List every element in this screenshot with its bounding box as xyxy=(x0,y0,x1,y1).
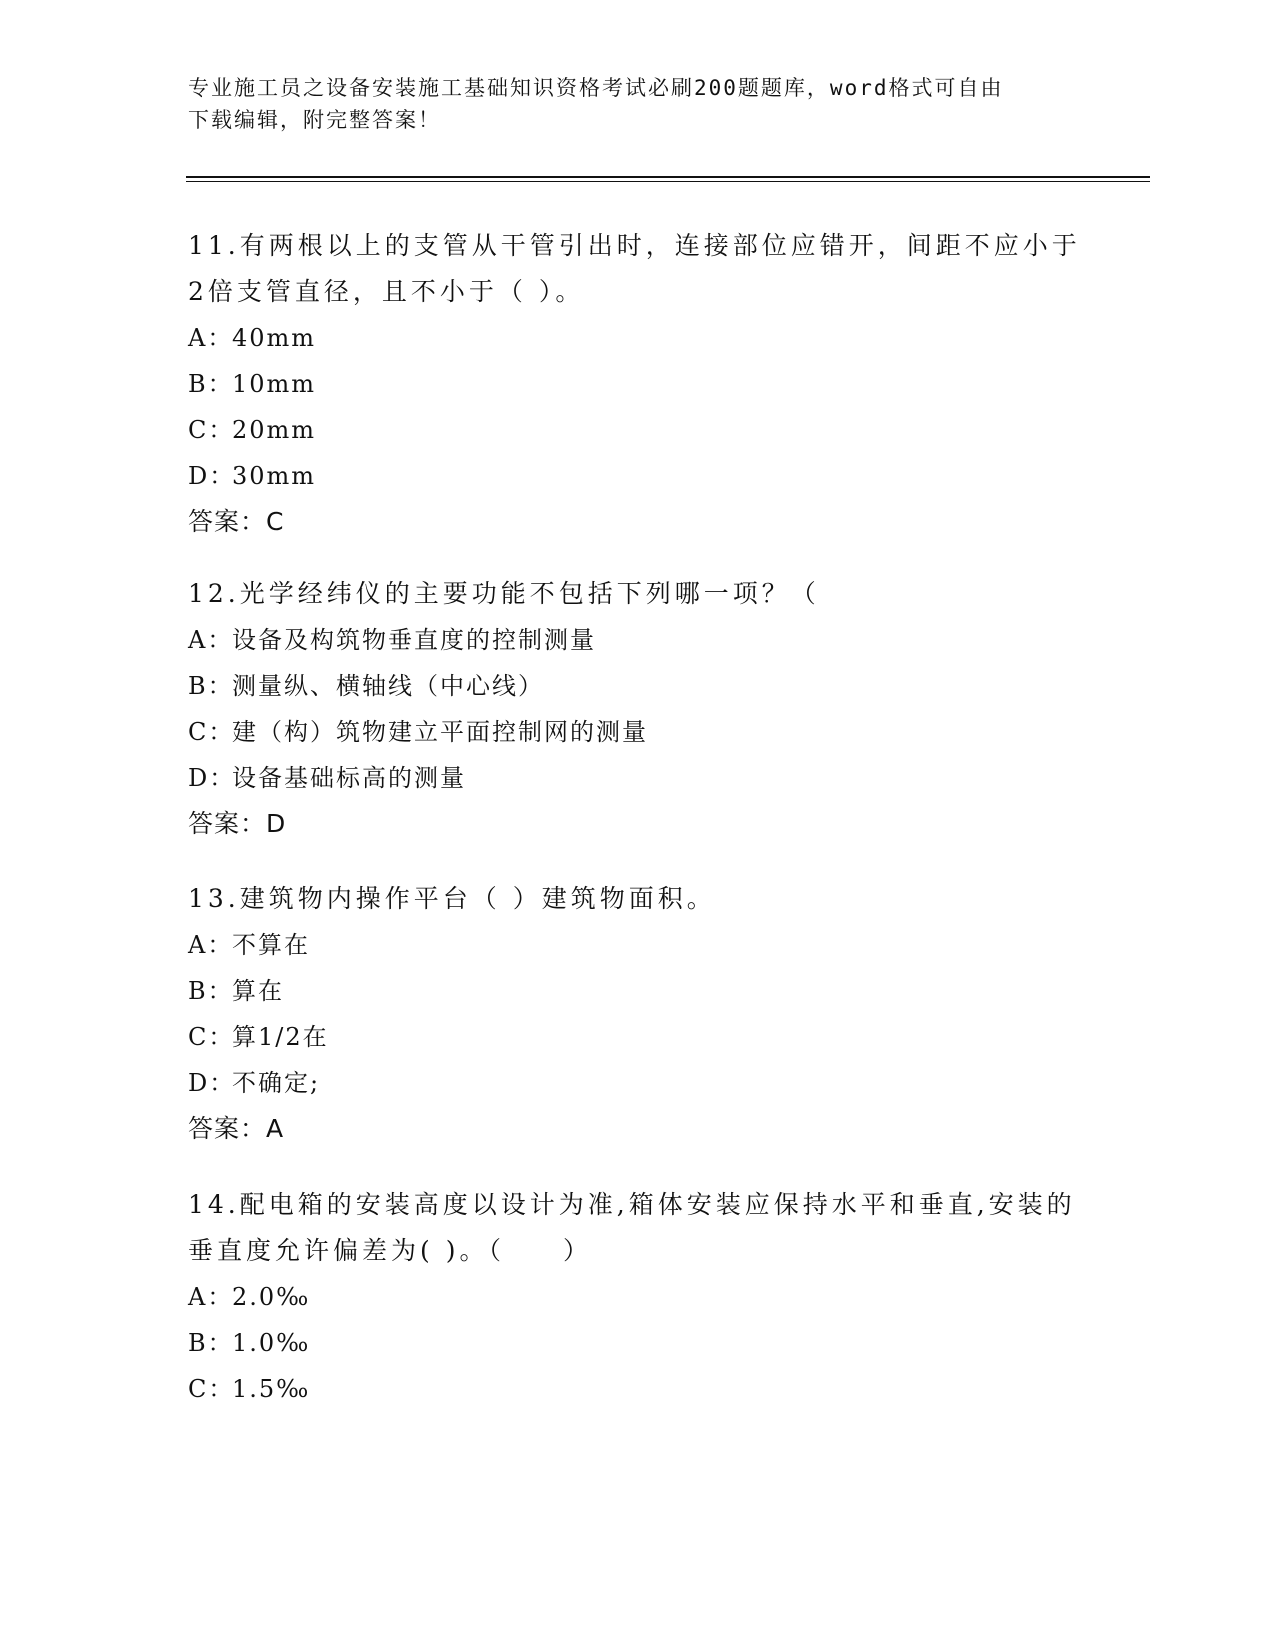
option-key: D： xyxy=(188,462,236,490)
option-text: 设备及构筑物垂直度的控制测量 xyxy=(232,626,596,654)
option-c xyxy=(188,407,1148,453)
option-text: 算1/2在 xyxy=(232,1023,329,1051)
option-c xyxy=(188,1014,1148,1060)
option-text: 设备基础标高的测量 xyxy=(232,764,466,792)
option-key: C： xyxy=(188,1375,235,1403)
answer-line: 答案：C xyxy=(188,507,285,536)
option-d xyxy=(188,755,1148,801)
option-key: A： xyxy=(188,931,234,959)
option-key: A： xyxy=(188,1283,234,1311)
document-header xyxy=(188,72,1088,136)
option-c xyxy=(188,1366,1148,1412)
answer-line: 答案：D xyxy=(188,809,287,838)
option-text: 20mm xyxy=(232,416,317,444)
option-text: 测量纵、横轴线（中心线） xyxy=(232,672,544,700)
option-key: B： xyxy=(188,1329,234,1357)
option-key: D： xyxy=(188,1069,236,1097)
option-b xyxy=(188,663,1148,709)
option-key: C： xyxy=(188,718,235,746)
option-key: B： xyxy=(188,977,234,1005)
question-14 xyxy=(188,1182,1148,1412)
option-b xyxy=(188,1320,1148,1366)
option-key: C： xyxy=(188,416,235,444)
option-b xyxy=(188,361,1148,407)
option-text: 不算在 xyxy=(232,931,310,959)
question-13 xyxy=(188,876,1148,1152)
option-a xyxy=(188,1274,1148,1320)
option-key: C： xyxy=(188,1023,235,1051)
option-text: 1.5‰ xyxy=(232,1375,311,1403)
option-text: 不确定; xyxy=(232,1069,321,1097)
question-text-line: 11.有两根以上的支管从干管引出时，连接部位应错开，间距不应小于 xyxy=(188,231,1081,260)
question-text-line: 14.配电箱的安装高度以设计为准,箱体安装应保持水平和垂直,安装的 xyxy=(188,1190,1076,1219)
option-text: 10mm xyxy=(232,370,317,398)
header-line-1: 专业施工员之设备安装施工基础知识资格考试必刷200题题库，word格式可自由 xyxy=(188,76,1004,100)
option-text: 30mm xyxy=(232,462,317,490)
question-text-line: 2倍支管直径，且不小于（ ）。 xyxy=(188,277,585,306)
option-a xyxy=(188,617,1148,663)
option-key: B： xyxy=(188,370,234,398)
header-rule-thick xyxy=(186,176,1150,178)
option-b xyxy=(188,968,1148,1014)
option-a xyxy=(188,922,1148,968)
option-key: A： xyxy=(188,324,234,352)
option-text: 1.0‰ xyxy=(232,1329,311,1357)
option-key: B： xyxy=(188,672,234,700)
option-d xyxy=(188,453,1148,499)
question-12 xyxy=(188,571,1148,847)
header-line-2: 下载编辑，附完整答案！ xyxy=(188,108,441,132)
option-text: 2.0‰ xyxy=(232,1283,311,1311)
question-text-line: 垂直度允许偏差为( )。（ ） xyxy=(188,1236,592,1265)
option-c xyxy=(188,709,1148,755)
option-key: A： xyxy=(188,626,234,654)
option-text: 40mm xyxy=(232,324,317,352)
option-a xyxy=(188,315,1148,361)
option-key: D： xyxy=(188,764,236,792)
option-text: 建（构）筑物建立平面控制网的测量 xyxy=(232,718,648,746)
question-11 xyxy=(188,223,1148,545)
option-text: 算在 xyxy=(232,977,284,1005)
question-text-line: 13.建筑物内操作平台（ ）建筑物面积。 xyxy=(188,884,716,913)
option-d xyxy=(188,1060,1148,1106)
answer-line: 答案：A xyxy=(188,1114,285,1143)
header-rule-thin xyxy=(186,181,1150,182)
question-text-line: 12.光学经纬仪的主要功能不包括下列哪一项？（ xyxy=(188,579,820,608)
